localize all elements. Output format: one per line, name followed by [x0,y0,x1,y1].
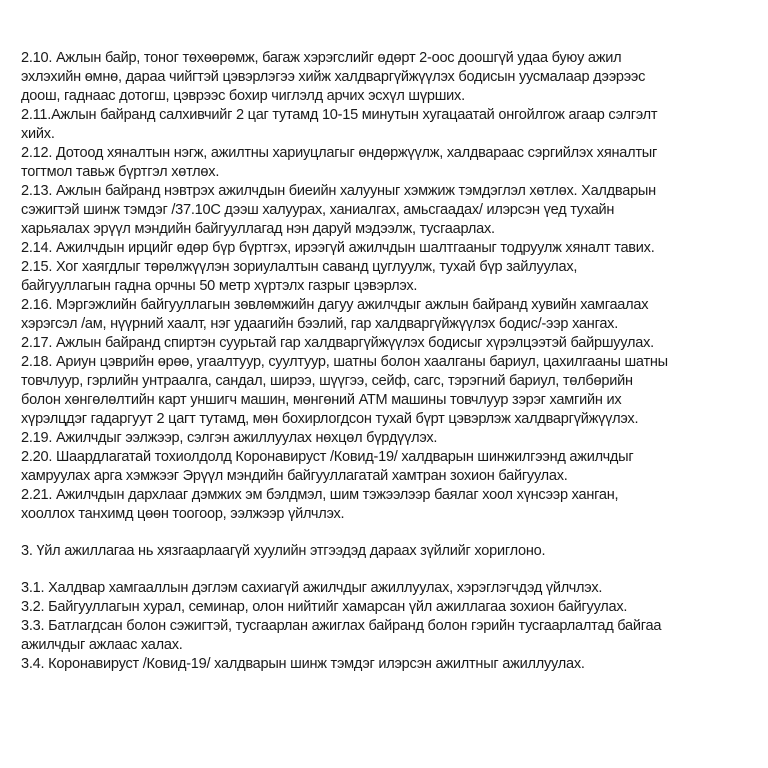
text-line: 2.10. Ажлын байр, тоног төхөөрөмж, багаж хэрэгслийг өдөрт 2-оос доошгүй удаа буюу ажил [21,49,622,66]
text-line: доош, гаднаас дотогш, цэврээс бохир чиглэлд арчих эсхүл шүрших. [21,87,465,104]
item-2-14 [21,238,751,257]
item-3-3 [21,616,751,654]
text-line: 3.4. Коронавируст /Ковид-19/ халдварын шинж тэмдэг илэрсэн ажилтныг ажиллуулах. [21,655,585,672]
text-line: 2.14. Ажилчдын ирцийг өдөр бүр бүртгэх, ирээгүй ажилчдын шалтгааныг тодруулж хяналт тавих. [21,239,655,256]
text-line: 2.11.Ажлын байранд салхивчийг 2 цаг тутамд 10-15 минутын хугацаатай онгойлгож агаар сэлгэлт [21,106,658,123]
text-line: байгууллагын гадна орчны 50 метр хүртэлх газрыг цэвэрлэх. [21,277,418,294]
text-line: хийх. [21,125,55,142]
item-2-13 [21,181,751,238]
section-3-list [21,578,751,673]
text-line: 3.1. Халдвар хамгааллын дэглэм сахиагүй ажилчдыг ажиллуулах, хэрэглэгчдэд үйлчлэх. [21,579,603,596]
text-line: харьяалах эрүүл мэндийн байгууллагад нэн даруй мэдээлж, тусгаарлах. [21,220,495,237]
spacer [21,560,751,578]
text-line: 2.18. Ариун цэврийн өрөө, угаалтуур, суултуур, шатны болон хаалганы бариул, цахилгааны шатны [21,353,668,370]
text-line: сэжигтэй шинж тэмдэг /37.10С дээш халуурах, ханиалгах, амьсгаадах/ илэрсэн үед тухайн [21,201,615,218]
text-line: тогтмол тавьж бүртгэл хөтлөх. [21,163,220,180]
section-3-heading: 3. Үйл ажиллагаа нь хязгаарлаагүй хуулийн этгээдэд дараах зүйлийг хориглоно. [21,542,546,559]
item-3-1 [21,578,751,597]
text-line: 2.16. Мэргэжлийн байгууллагын зөвлөмжийн дагуу ажилчдыг ажлын байранд хувийн хамгаалах [21,296,649,313]
item-2-15 [21,257,751,295]
document-body [21,48,751,673]
text-line: болон хөнгөлөлтийн карт уншигч машин, мөнгөний АТМ машины товчлуур зэрэг хамгийн их [21,391,622,408]
text-line: 2.13. Ажлын байранд нэвтрэх ажилчдын биеийн халууныг хэмжиж тэмдэглэл хөтлөх. Халдварын [21,182,656,199]
item-2-21 [21,485,751,523]
item-2-18 [21,352,751,428]
text-line: 2.15. Хог хаягдлыг төрөлжүүлэн зориулалтын саванд цуглуулж, тухай бүр зайлуулах, [21,258,578,275]
spacer [21,523,751,541]
text-line: 2.17. Ажлын байранд спиртэн суурьтай гар халдваргүйжүүлэх бодисыг хүрэлцээтэй байршуулах. [21,334,654,351]
item-3-4 [21,654,751,673]
text-line: хүрэлцдэг гадаргуут 2 цагт тутамд, мөн бохирлогдсон тухай бүрт цэвэрлэж халдваргүйжүүлэх. [21,410,639,427]
item-2-12 [21,143,751,181]
item-2-16 [21,295,751,333]
item-2-17 [21,333,751,352]
text-line: товчлуур, гэрлийн унтраалга, сандал, ширээ, шүүгээ, сейф, сагс, тэрэгний бариул, төлбөрийн [21,372,633,389]
item-3-2 [21,597,751,616]
text-line: 3.2. Байгууллагын хурал, семинар, олон нийтийг хамарсан үйл ажиллагаа зохион байгуулах. [21,598,628,615]
text-line: хамруулах арга хэмжээг Эрүүл мэндийн байгууллагатай хамтран зохион байгуулах. [21,467,568,484]
text-line: 2.19. Ажилчдыг ээлжээр, сэлгэн ажиллуулах нөхцөл бүрдүүлэх. [21,429,438,446]
text-line: ажилчдыг ажлаас халах. [21,636,183,653]
text-line: 3.3. Батлагдсан болон сэжигтэй, тусгаарлан ажиглах байранд болон гэрийн тусгаарлалтад байгаа [21,617,662,634]
item-2-19 [21,428,751,447]
text-line: 2.20. Шаардлагатай тохиолдолд Коронавируст /Ковид-19/ халдварын шинжилгээнд ажилчдыг [21,448,634,465]
text-line: эхлэхийн өмнө, дараа чийгтэй цэвэрлэгээ хийж халдваргүйжүүлэх бодисын уусмалаар дээрээс [21,68,646,85]
text-line: 2.12. Дотоод хяналтын нэгж, ажилтны хариуцлагыг өндөржүүлж, халдвараас сэргийлэх хяналтыг [21,144,658,161]
item-2-20 [21,447,751,485]
item-2-10 [21,48,751,105]
text-line: хооллох танхимд цөөн тоогоор, ээлжээр үйлчлэх. [21,505,345,522]
text-line: 2.21. Ажилчдын дархлааг дэмжих эм бэлдмэл, шим тэжээлээр баялаг хоол хүнсээр ханган, [21,486,619,503]
section-2-list [21,48,751,523]
text-line: хэрэгсэл /ам, нүүрний хаалт, нэг удаагийн бээлий, гар халдваргүйжүүлэх бодис/-ээр хангах. [21,315,619,332]
item-2-11 [21,105,751,143]
